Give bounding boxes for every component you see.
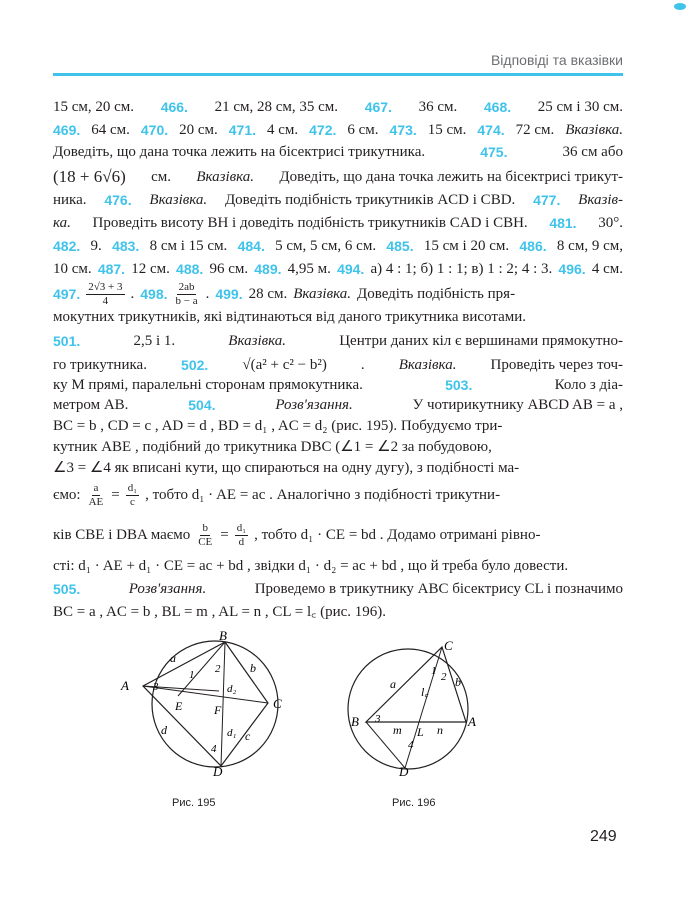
text-line: ємо: $\frac{a}{AE}$ = $\frac{\text{d₁}}{c}$ , тобто d₁ · AE = ac . Аналогічно з подібності трикутни- bbox=[53, 481, 501, 508]
fig195-label: D bbox=[213, 764, 223, 779]
problem-number: 475. bbox=[480, 144, 508, 160]
figure-195 bbox=[115, 630, 305, 780]
problem-number: 471. bbox=[228, 122, 256, 138]
text-line: 482. 9. 483. 8 см і 15 см. 484. 5 см, 5 см, 6 см. 485. 15 см і 20 см. 486. 8 см, 9 см, bbox=[53, 238, 623, 254]
problem-number: 489. bbox=[254, 261, 282, 277]
fig196-label: 3 bbox=[375, 713, 381, 725]
fig196-label: B bbox=[351, 714, 359, 729]
page-number: 249 bbox=[590, 828, 617, 845]
text-line: го трикутника. 502. √(a² + c² − b²) . Вказівка. Проведіть через точ- bbox=[53, 357, 623, 373]
text-line: ку M прямі, паралельні сторонам прямокутника. 503. Коло з діа- bbox=[53, 377, 623, 393]
problem-number: 485. bbox=[386, 238, 414, 254]
fig196-label: D bbox=[399, 764, 409, 779]
fraction: 2√3 + 3 4 bbox=[88, 280, 123, 307]
fig195-label: 1 bbox=[189, 669, 195, 681]
figure-caption: Рис. 195 bbox=[172, 797, 216, 809]
text-line: ка. Проведіть висоту BH і доведіть подібність трикутників CAD і CBH. 481. 30°. bbox=[53, 215, 623, 231]
page-header: Відповіді та вказівки bbox=[490, 52, 623, 68]
fig195-label: d₁ bbox=[227, 727, 237, 739]
text-line: ків CBE і DBA маємо $\frac{b}{CE}$ = $\frac{\text{d₁}}{d}$ , тобто d₁ · CE = bd . Додамо отримані рівно- bbox=[53, 521, 541, 548]
fig195-label: 4 bbox=[211, 743, 217, 755]
problem-number: 484. bbox=[237, 238, 265, 254]
fraction: $\frac{\text{d₁}}{d}$ bbox=[236, 521, 247, 548]
problem-number: 481. bbox=[549, 215, 577, 231]
problem-number: 483. bbox=[112, 238, 140, 254]
fig196-label: m bbox=[393, 723, 402, 737]
text-line: ∠3 = ∠4 як вписані кути, що спираються на одну дугу), з подібності ма- bbox=[53, 460, 520, 476]
fig195-label: F bbox=[214, 703, 222, 717]
problem-number: 496. bbox=[558, 261, 586, 277]
fig196-label: L bbox=[417, 725, 424, 739]
problem-number: 466. bbox=[160, 99, 188, 115]
fig195-label: B bbox=[219, 630, 227, 643]
problem-number: 494. bbox=[337, 261, 365, 277]
problem-number: 467. bbox=[364, 99, 392, 115]
fig196-label: A bbox=[468, 714, 476, 729]
fraction: $\frac{b}{CE}$ bbox=[198, 521, 213, 548]
problem-number: 501. bbox=[53, 333, 81, 349]
fig196-label: a bbox=[390, 677, 396, 691]
problem-number: 482. bbox=[53, 238, 81, 254]
fig196-label: l꜀ bbox=[421, 685, 429, 699]
fig196-label: n bbox=[437, 723, 443, 737]
problem-number: 503. bbox=[445, 377, 473, 393]
problem-number: 468. bbox=[483, 99, 512, 115]
problem-number: 474. bbox=[477, 122, 505, 138]
fraction: $\frac{a}{AE}$ bbox=[88, 481, 104, 508]
problem-number: 504. bbox=[188, 397, 216, 413]
text-line: 501. 2,5 і 1. Вказівка. Центри даних кіл є вершинами прямокутно- bbox=[53, 333, 623, 349]
problem-number: 487. bbox=[97, 261, 126, 277]
figure-196 bbox=[345, 630, 485, 780]
fig195-label: 3 bbox=[153, 681, 159, 693]
problem-number: 486. bbox=[519, 238, 547, 254]
fig195-label: 2 bbox=[215, 663, 221, 675]
fig195-label: C bbox=[273, 696, 282, 711]
problem-number: 472. bbox=[309, 122, 337, 138]
text-line: 10 см. 487. 12 см. 488. 96 см. 489. 4,95 м. 494. а) 4 : 1; б) 1 : 1; в) 1 : 2; 4 : 3. 496. 4 см. bbox=[53, 261, 623, 277]
fig195-label: d bbox=[161, 723, 167, 737]
fig196-label: 2 bbox=[441, 671, 447, 683]
problem-number: 502. bbox=[181, 357, 209, 373]
text-line: BC = b , CD = c , AD = d , BD = d₁ , AC = d₂ (рис. 195). Побудуємо три- bbox=[53, 418, 503, 434]
problem-number: 477. bbox=[533, 192, 561, 208]
fig195-label: A bbox=[121, 678, 129, 693]
text-line: 15 см, 20 см. 466. 21 см, 28 см, 35 см. 467. 36 см. 468. 25 см і 30 см. bbox=[53, 99, 623, 115]
text-line: BC = a , AC = b , BL = m , AL = n , CL = l꜀ (рис. 196). bbox=[53, 604, 387, 620]
fig196-label: b bbox=[455, 675, 461, 689]
fig195-label: a bbox=[170, 651, 176, 665]
text-line: (18 + 6√6) см. Вказівка. Доведіть, що дана точка лежить на бісектрисі трикут- bbox=[53, 167, 623, 186]
problem-number: 498. bbox=[140, 286, 168, 302]
fig196-label: C bbox=[444, 638, 453, 653]
problem-number: 469. bbox=[53, 122, 81, 138]
problem-number: 505. bbox=[53, 581, 81, 597]
problem-number: 473. bbox=[389, 122, 417, 138]
problem-number: 470. bbox=[140, 122, 169, 138]
corner-logo-icon bbox=[674, 3, 686, 10]
fig195-label: d₂ bbox=[227, 683, 237, 695]
fraction: 2ab b − a bbox=[175, 280, 198, 307]
fig196-label: 4 bbox=[408, 739, 414, 751]
text-line: метром AB. 504. Розв'язання. У чотирикутнику ABCD AB = a , bbox=[53, 397, 623, 413]
text-line: кутник ABE , подібний до трикутника DBC (∠1 = ∠2 за побудовою, bbox=[53, 439, 492, 455]
fig195-label: b bbox=[250, 661, 256, 675]
fig195-label: E bbox=[175, 699, 183, 713]
problem-number: 497. bbox=[53, 286, 81, 302]
text-line: мокутних трикутників, які відтинаються від даного трикутника висотами. bbox=[53, 309, 527, 325]
text-line: ника. 476. Вказівка. Доведіть подібність трикутників ACD і CBD. 477. Вказів- bbox=[53, 192, 623, 208]
text-line: сті: d₁ · AE + d₁ · CE = ac + bd , звідки d₁ · d₂ = ac + bd , що й треба було довести. bbox=[53, 558, 569, 574]
fig196-label: 1 bbox=[431, 665, 437, 677]
problem-number: 476. bbox=[104, 192, 132, 208]
problem-number: 499. bbox=[215, 286, 243, 302]
fig195-label: c bbox=[245, 729, 251, 743]
text-line: 497. 2√3 + 3 4 . 498. 2ab b − a . 499. 28 см. Вказівка. Доведіть подібність пря- bbox=[53, 280, 516, 307]
text-line: 505. Розв'язання. Проведемо в трикутнику ABC бісектрису CL і позначимо bbox=[53, 581, 623, 597]
header-rule bbox=[53, 73, 623, 76]
fraction: $\frac{\text{d₁}}{c}$ bbox=[127, 481, 138, 508]
figure-caption: Рис. 196 bbox=[392, 797, 436, 809]
problem-number: 488. bbox=[176, 261, 204, 277]
text-line: 469. 64 см. 470. 20 см. 471. 4 см. 472. 6 см. 473. 15 см. 474. 72 см. Вказівка. bbox=[53, 122, 623, 138]
text-line: Доведіть, що дана точка лежить на бісектрисі трикутника. 475. 36 см або bbox=[53, 144, 623, 160]
